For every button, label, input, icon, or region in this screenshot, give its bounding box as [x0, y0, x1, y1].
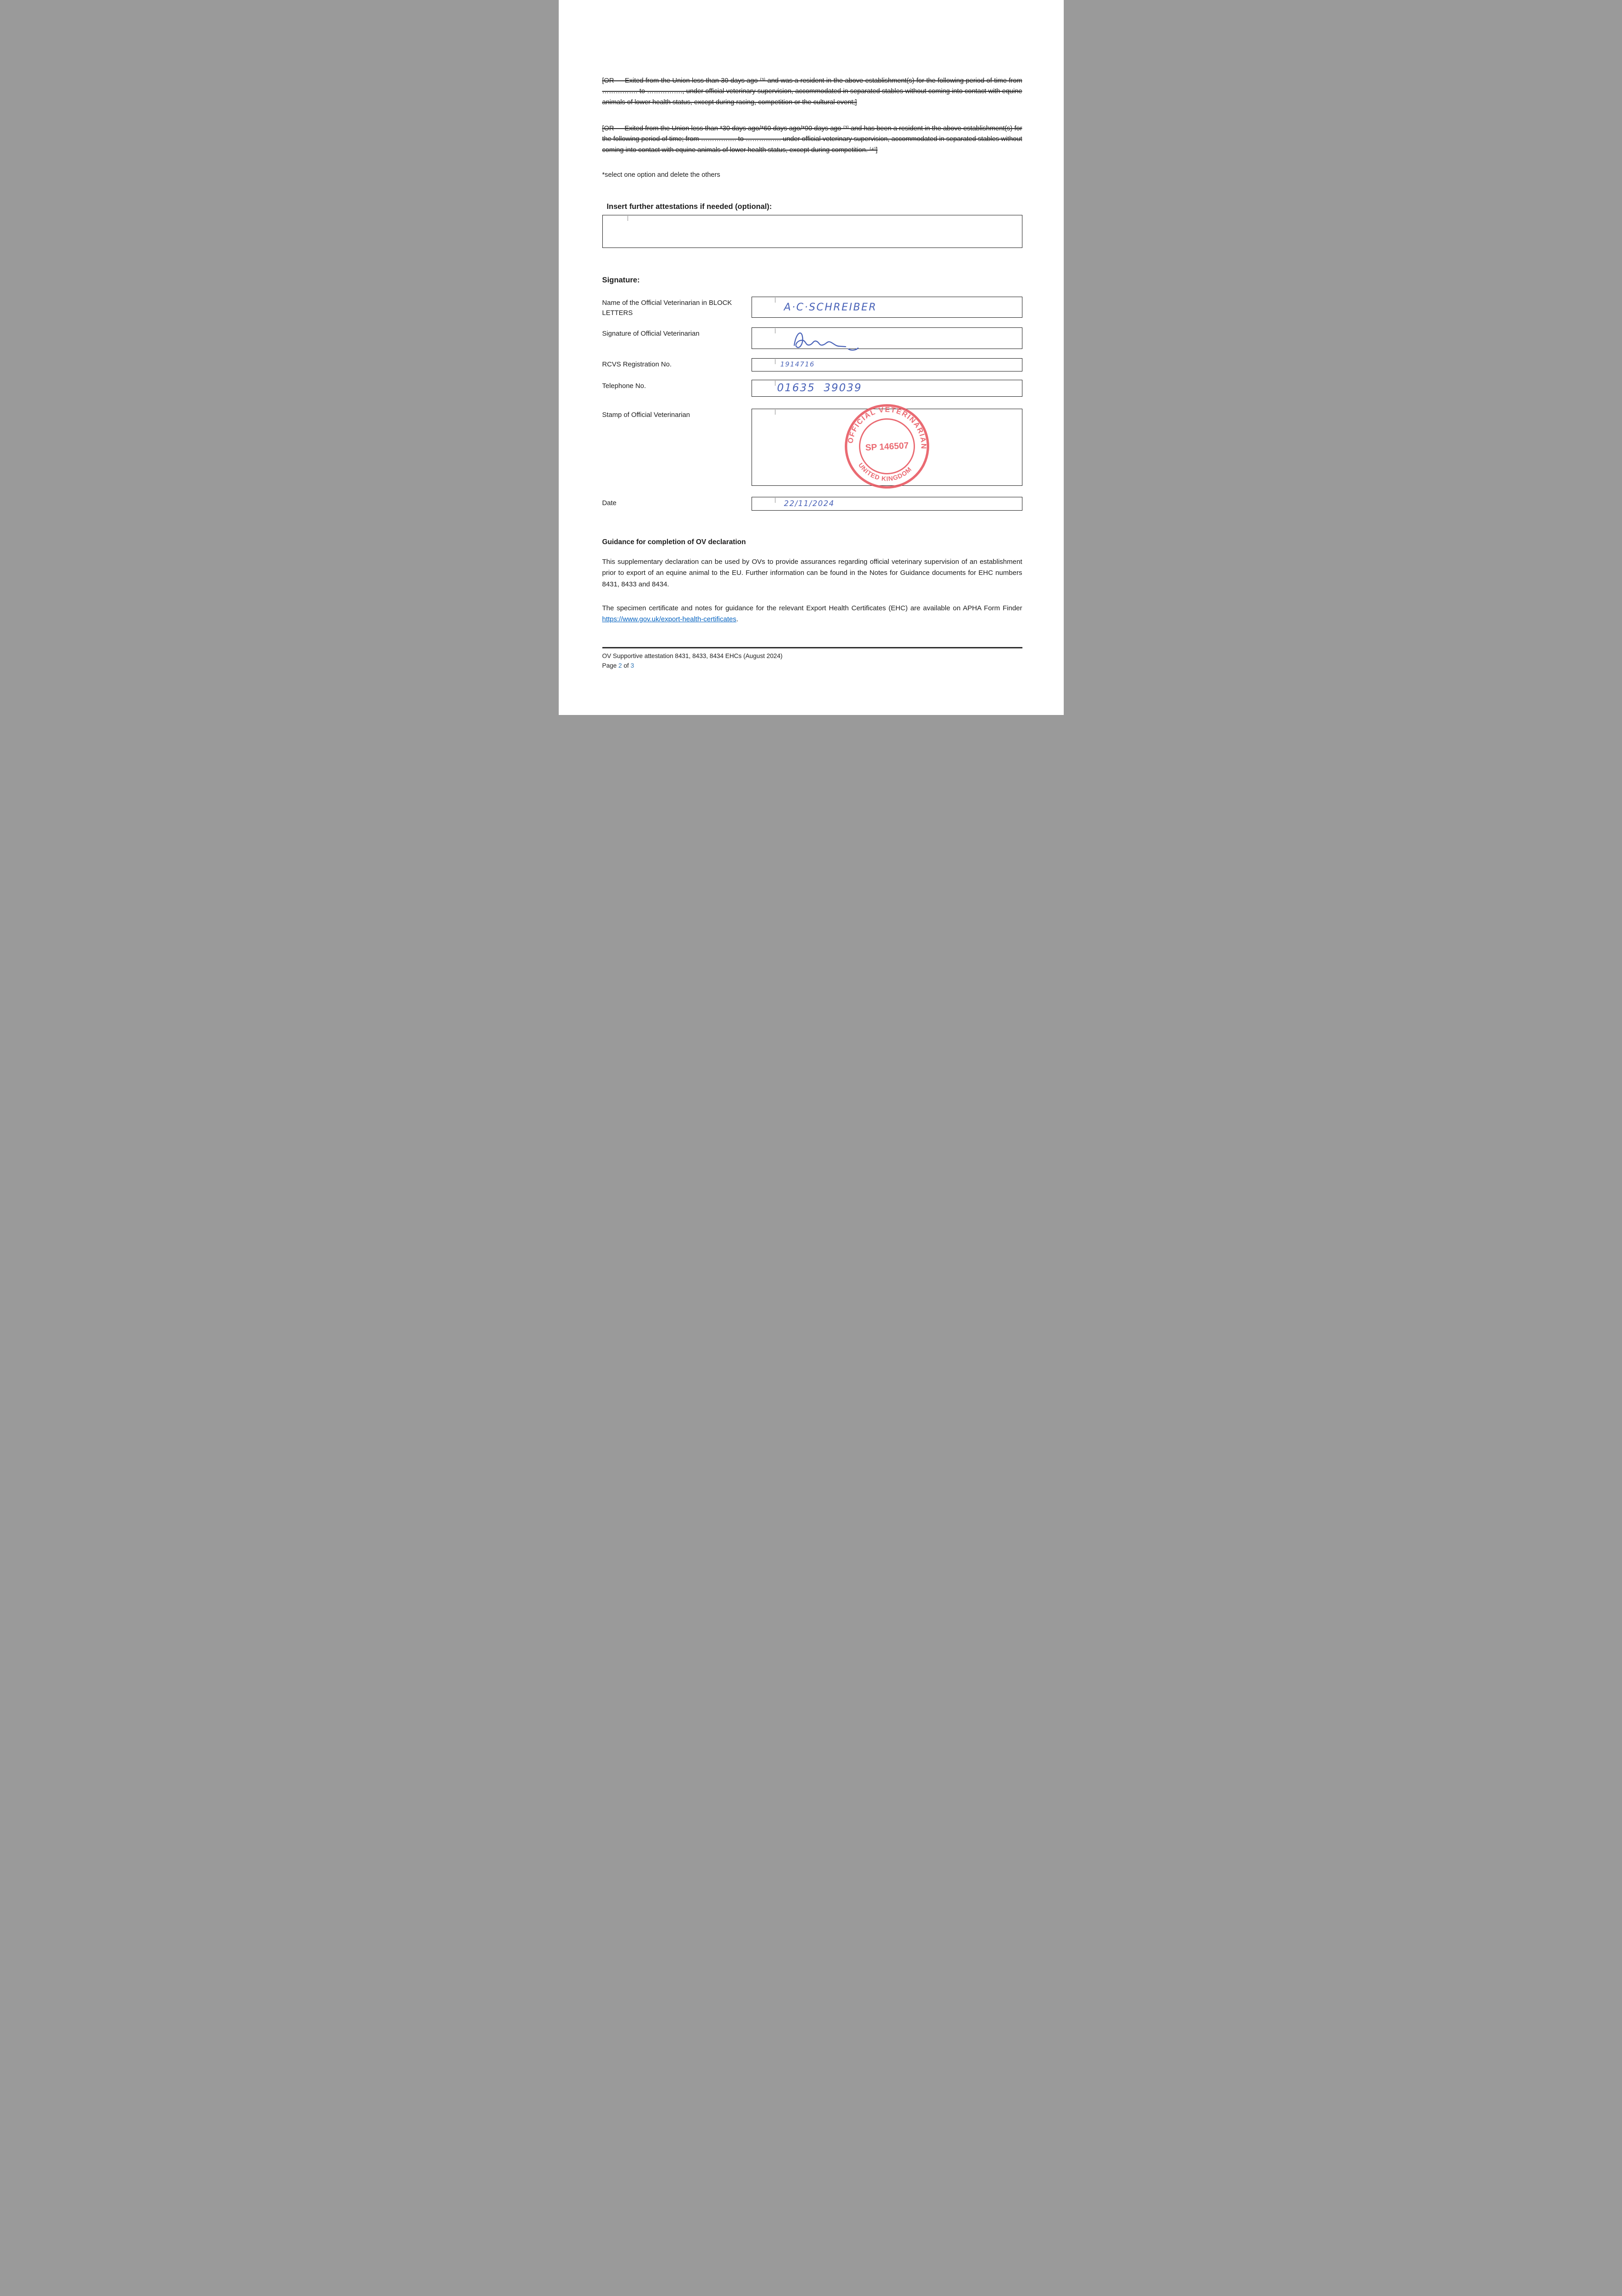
footer-page-number: 2 [618, 662, 622, 669]
guidance-paragraph-2-period: . [736, 615, 739, 624]
ov-signature-label: Signature of Official Veterinarian [602, 330, 700, 338]
attestation-options [602, 76, 1022, 179]
telephone-label: Telephone No. [602, 382, 646, 390]
date-field[interactable] [752, 497, 1022, 511]
page-footer [602, 647, 1022, 670]
telephone-handwritten-value: 01635 39039 [777, 382, 862, 394]
footer-page-total: 3 [630, 662, 634, 669]
rcvs-number-label: RCVS Registration No. [602, 360, 672, 368]
further-attestations-section [602, 203, 1022, 248]
guidance-section [602, 538, 1022, 625]
export-health-certificates-link[interactable]: https://www.gov.uk/export-health-certificates [602, 615, 736, 624]
footer-document-reference: OV Supportive attestation 8431, 8433, 8434 EHCs (August 2024) [602, 653, 783, 660]
rcvs-number-field[interactable] [752, 358, 1022, 371]
stamp-center-text: SP 146507 [864, 441, 909, 453]
telephone-row [602, 380, 1022, 397]
rcvs-number-row [602, 358, 1022, 371]
attestation-option-1: [OR — Exited from the Union less than 30 days ago ⁽³⁾ and was a resident in the above establishment(s) for the following period of time from ……………. to ……………., under official veterinary supervision, accommodated in separated stables without coming into contact with equine animals of lower health status, except during racing, competition or the cultural event;] [602, 77, 1022, 106]
footer-page-word: Page [602, 662, 619, 669]
official-veterinarian-stamp [839, 399, 934, 494]
footer-page-of: of [622, 662, 631, 669]
ov-signature-row [602, 327, 1022, 349]
ov-name-field[interactable] [752, 297, 1022, 318]
telephone-field[interactable] [752, 380, 1022, 397]
signature-section [602, 276, 1022, 511]
ov-name-handwritten-value: A·C·SCHREIBER [784, 302, 877, 314]
signature-scribble [788, 328, 875, 351]
document-page [559, 0, 1064, 715]
guidance-paragraph-2-text: The specimen certificate and notes for guidance for the relevant Export Health Certificates (EHC) are available on APHA Form Finder [602, 604, 1022, 612]
further-attestations-heading: Insert further attestations if needed (optional): [606, 203, 772, 211]
stamp-arc-top-text: OFFICIAL VETERINARIAN [846, 406, 927, 450]
select-option-note: *select one option and delete the others [602, 171, 720, 179]
ov-signature-field[interactable] [752, 327, 1022, 349]
guidance-heading: Guidance for completion of OV declaration [602, 538, 746, 546]
attestation-option-2: [OR — Exited from the Union less than *30 days ago/*60 days ago/*90 days ago ⁽³⁾ and has been a resident in the above establishment(s) for the following period of time; from ……………. to ……………. under official veterinary supervision, accommodated in separated stables without coming into contact with equine animals of lower health status, except during competition. ⁽⁴⁾] [602, 125, 1022, 154]
ov-name-label: Name of the Official Veterinarian in BLOCK LETTERS [602, 299, 732, 317]
date-label: Date [602, 499, 617, 507]
guidance-paragraph-2 [602, 603, 1022, 625]
further-attestations-field[interactable] [602, 215, 1022, 248]
stamp-arc-bottom-text: UNITED KINGDOM [857, 461, 913, 483]
rcvs-number-handwritten-value: 1914716 [780, 360, 815, 368]
ov-name-row [602, 297, 1022, 318]
stamp-row [602, 406, 1022, 486]
footer-page-indicator [602, 661, 1022, 670]
date-handwritten-value: 22/11/2024 [784, 499, 835, 508]
guidance-paragraph-1: This supplementary declaration can be used by OVs to provide assurances regarding official veterinary supervision of an establishment prior to export of an equine animal to the EU. Further information can be found in the Notes for Guidance documents for EHC numbers 8431, 8433 and 8434. [602, 557, 1022, 588]
date-row [602, 497, 1022, 511]
signature-heading: Signature: [602, 276, 640, 285]
stamp-label: Stamp of Official Veterinarian [602, 411, 690, 419]
stamp-field[interactable] [752, 406, 1022, 486]
